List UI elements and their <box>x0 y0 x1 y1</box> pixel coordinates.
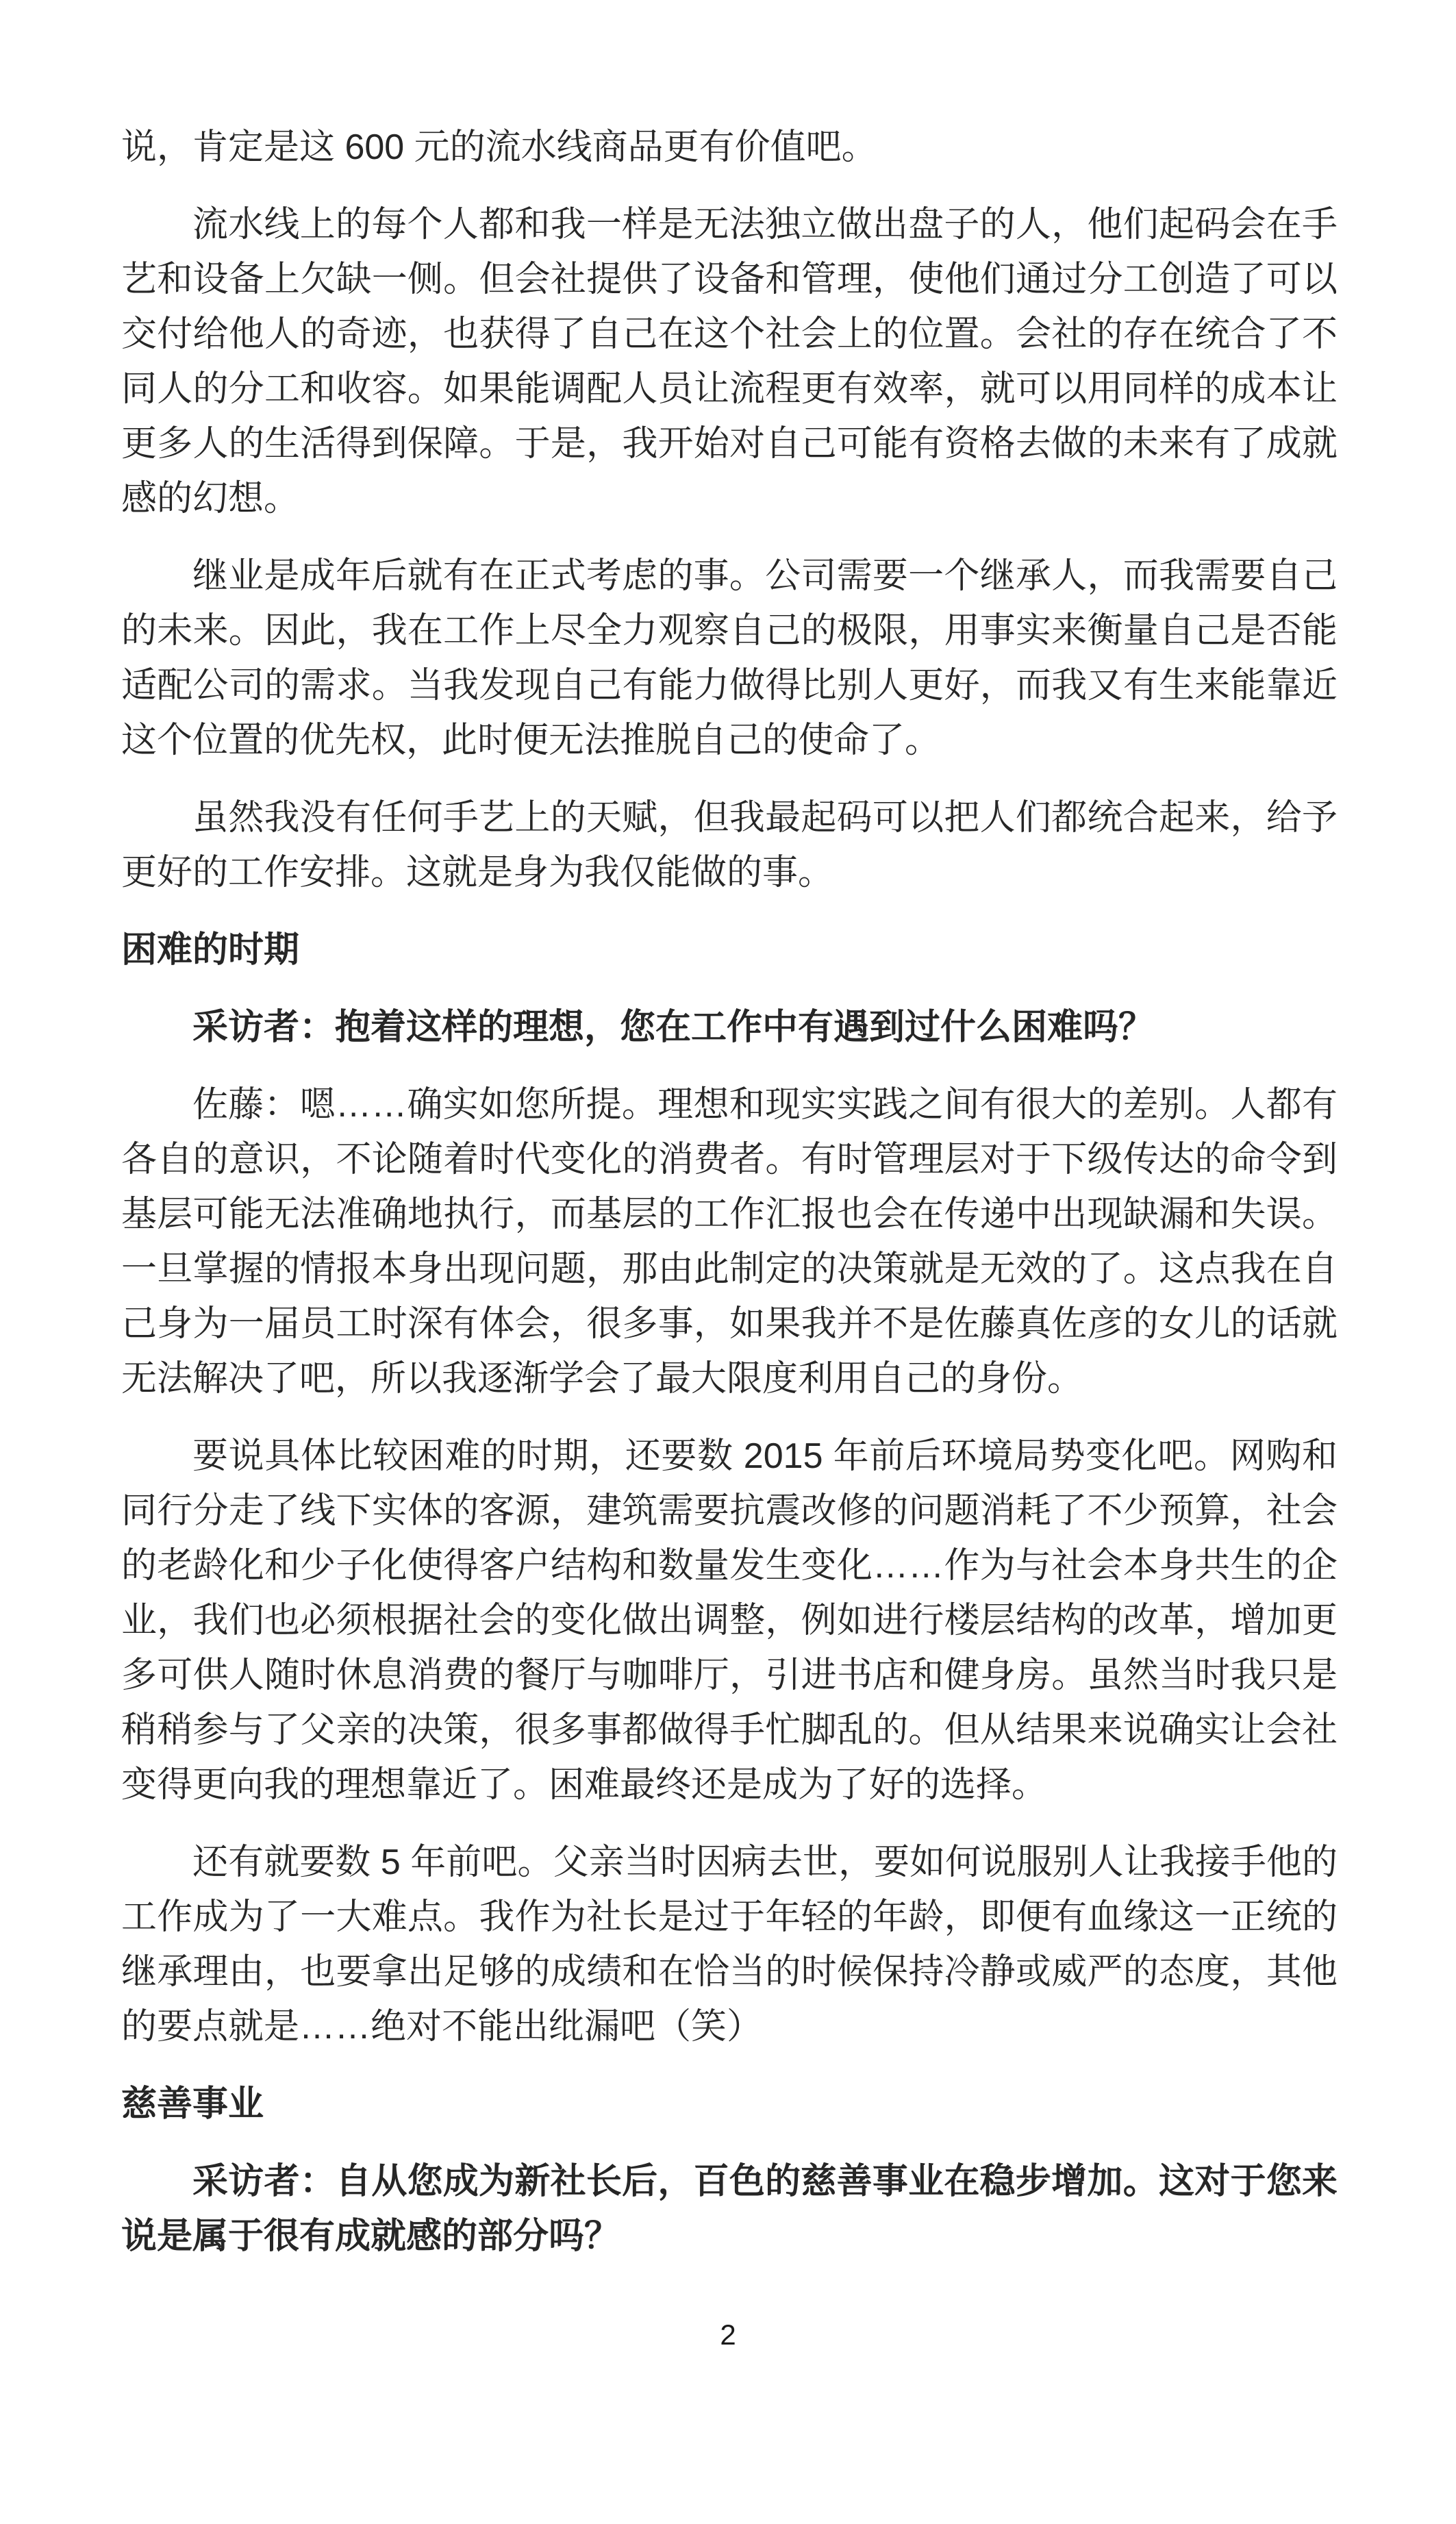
section-heading-difficult-period: 困难的时期 <box>121 930 300 970</box>
interviewee-answer: 佐藤：嗯……确实如您所提。理想和现实实践之间有很大的差别。人都有各自的意识，不论随着时代变化的消费者。有时管理层对于下级传达的命令到基层可能无法准确地执行，而基层的工作汇报也会在传递中出现缺漏和失误。一旦掌握的情报本身出现问题，那由此制定的决策就是无效的了。这点我在自己身为一届员工时深有体会，很多事，如果我并不是佐藤真佐彦的女儿的话就无法解决了吧，所以我逐渐学会了最大限度利用自己的身份。 <box>121 1085 1338 1399</box>
paragraph: 流水线上的每个人都和我一样是无法独立做出盘子的人，他们起码会在手艺和设备上欠缺一侧。但会社提供了设备和管理，使他们通过分工创造了可以交付给他人的奇迹，也获得了自己在这个社会上的位置。会社的存在统合了不同人的分工和收容。如果能调配人员让流程更有效率，就可以用同样的成本让更多人的生活得到保障。于是，我开始对自己可能有资格去做的未来有了成就感的幻想。 <box>121 205 1338 518</box>
page-body <box>121 120 1338 2286</box>
interviewer-question: 采访者：自从您成为新社长后，百色的慈善事业在稳步增加。这对于您来说是属于很有成就感的部分吗？ <box>121 2162 1338 2256</box>
interviewer-question: 采访者：抱着这样的理想，您在工作中有遇到过什么困难吗？ <box>192 1008 1155 1047</box>
paragraph-continuation: 说，肯定是这 600 元的流水线商品更有价值吧。 <box>121 127 877 167</box>
interviewee-answer: 要说具体比较困难的时期，还要数 2015 年前后环境局势变化吧。网购和同行分走了线下实体的客源，建筑需要抗震改修的问题消耗了不少预算，社会的老龄化和少子化使得客户结构和数量发生变化……作为与社会本身共生的企业，我们也必须根据社会的变化做出调整，例如进行楼层结构的改革，增加更多可供人随时休息消费的餐厅与咖啡厅，引进书店和健身房。虽然当时我只是稍稍参与了父亲的决策，很多事都做得手忙脚乱的。但从结果来说确实让会社变得更向我的理想靠近了。困难最终还是成为了好的选择。 <box>121 1436 1338 1805</box>
page-number: 2 <box>720 2319 736 2351</box>
paragraph: 继业是成年后就有在正式考虑的事。公司需要一个继承人，而我需要自己的未来。因此，我在工作上尽全力观察自己的极限，用事实来衡量自己是否能适配公司的需求。当我发现自己有能力做得比别人更好，而我又有生来能靠近这个位置的优先权，此时便无法推脱自己的使命了。 <box>121 556 1338 760</box>
section-heading-charity: 慈善事业 <box>121 2084 264 2124</box>
paragraph: 虽然我没有任何手艺上的天赋，但我最起码可以把人们都统合起来，给予更好的工作安排。这就是身为我仅能做的事。 <box>121 798 1338 892</box>
interviewee-answer: 还有就要数 5 年前吧。父亲当时因病去世，要如何说服别人让我接手他的工作成为了一大难点。我作为社长是过于年轻的年龄，即便有血缘这一正统的继承理由，也要拿出足够的成绩和在恰当的时候保持冷静或威严的态度，其他的要点就是……绝对不能出纰漏吧（笑） <box>121 1842 1338 2047</box>
